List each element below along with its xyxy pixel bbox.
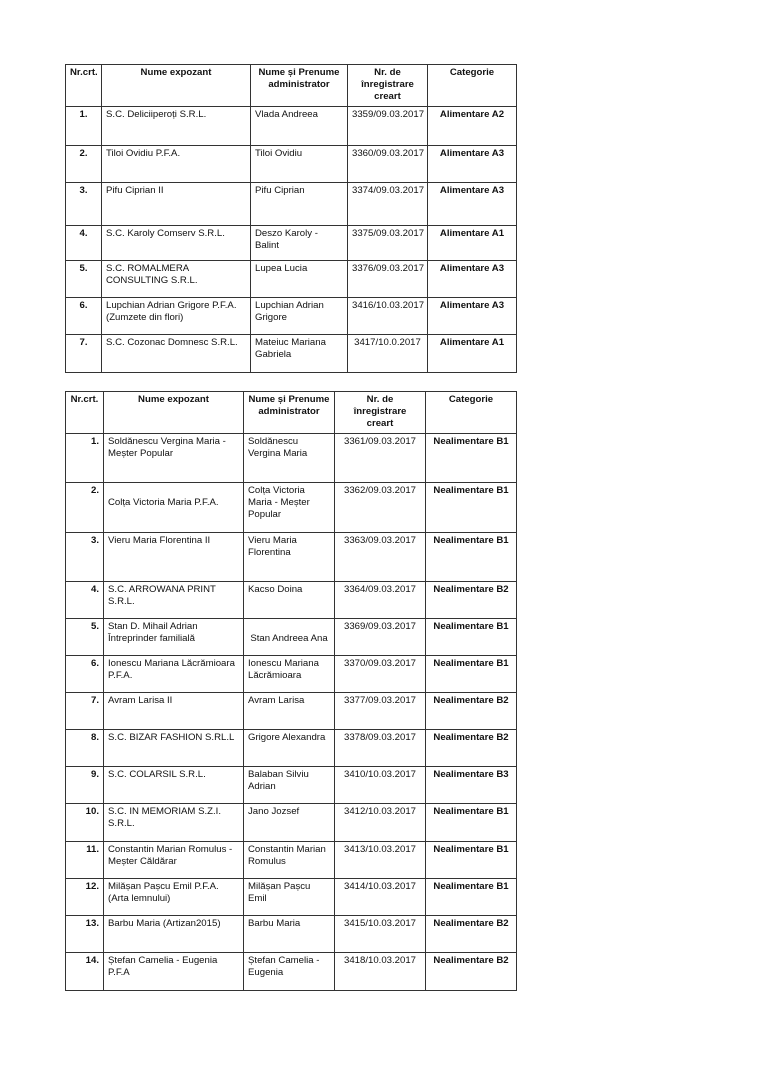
exhibitor-name: S.C. Karoly Comserv S.R.L. xyxy=(102,225,251,260)
administrator-name: Soldănescu Vergina Maria xyxy=(244,433,335,482)
exhibitor-name: Tiloi Ovidiu P.F.A. xyxy=(102,145,251,182)
row-number: 2. xyxy=(66,482,104,532)
row-number: 4. xyxy=(66,581,104,618)
category: Nealimentare B2 xyxy=(426,581,517,618)
category: Nealimentare B3 xyxy=(426,766,517,803)
exhibitor-name: Stan D. Mihail Adrian Întreprinder familială xyxy=(104,618,244,655)
category: Nealimentare B2 xyxy=(426,729,517,766)
row-number: 12. xyxy=(66,878,104,915)
header-category: Categorie xyxy=(428,65,517,107)
category: Nealimentare B2 xyxy=(426,692,517,729)
registration-number: 3360/09.03.2017 xyxy=(348,145,428,182)
header-exhibitor: Nume expozant xyxy=(104,392,244,434)
alimentare-exhibitors-table xyxy=(65,64,517,373)
table-row xyxy=(66,106,517,145)
row-number: 1. xyxy=(66,106,102,145)
category: Nealimentare B1 xyxy=(426,803,517,841)
registration-number: 3363/09.03.2017 xyxy=(335,532,426,581)
administrator-name: Balaban Silviu Adrian xyxy=(244,766,335,803)
category: Nealimentare B1 xyxy=(426,532,517,581)
header-nr: Nr.crt. xyxy=(66,65,102,107)
administrator-name: Stan Andreea Ana xyxy=(244,618,335,655)
category: Alimentare A3 xyxy=(428,182,517,225)
registration-number: 3377/09.03.2017 xyxy=(335,692,426,729)
exhibitor-name: Milășan Pașcu Emil P.F.A. (Arta lemnului) xyxy=(104,878,244,915)
table-row xyxy=(66,655,517,692)
exhibitor-name: S.C. COLARSIL S.R.L. xyxy=(104,766,244,803)
row-number: 7. xyxy=(66,692,104,729)
registration-number: 3378/09.03.2017 xyxy=(335,729,426,766)
row-number: 4. xyxy=(66,225,102,260)
table-row xyxy=(66,260,517,297)
table-row xyxy=(66,482,517,532)
row-number: 7. xyxy=(66,334,102,372)
category: Nealimentare B1 xyxy=(426,878,517,915)
exhibitor-name: Pifu Ciprian II xyxy=(102,182,251,225)
exhibitor-name: Vieru Maria Florentina II xyxy=(104,532,244,581)
header-exhibitor: Nume expozant xyxy=(102,65,251,107)
table-row xyxy=(66,803,517,841)
table-row xyxy=(66,692,517,729)
registration-number: 3418/10.03.2017 xyxy=(335,952,426,990)
registration-number: 3359/09.03.2017 xyxy=(348,106,428,145)
registration-number: 3361/09.03.2017 xyxy=(335,433,426,482)
row-number: 5. xyxy=(66,260,102,297)
exhibitor-name: S.C. BIZAR FASHION S.RL.L xyxy=(104,729,244,766)
registration-number: 3376/09.03.2017 xyxy=(348,260,428,297)
registration-number: 3370/09.03.2017 xyxy=(335,655,426,692)
row-number: 8. xyxy=(66,729,104,766)
administrator-name: Mateiuc Mariana Gabriela xyxy=(251,334,348,372)
row-number: 1. xyxy=(66,433,104,482)
category: Nealimentare B2 xyxy=(426,915,517,952)
row-number: 3. xyxy=(66,182,102,225)
table-row xyxy=(66,145,517,182)
exhibitor-name: S.C. ROMALMERA CONSULTING S.R.L. xyxy=(102,260,251,297)
administrator-name: Milășan Pașcu Emil xyxy=(244,878,335,915)
administrator-name: Avram Larisa xyxy=(244,692,335,729)
exhibitor-name: Barbu Maria (Artizan2015) xyxy=(104,915,244,952)
header-registration: Nr. de înregistrare creart xyxy=(335,392,426,434)
category: Alimentare A3 xyxy=(428,297,517,334)
table-row xyxy=(66,225,517,260)
row-number: 11. xyxy=(66,841,104,878)
row-number: 13. xyxy=(66,915,104,952)
row-number: 10. xyxy=(66,803,104,841)
table-row xyxy=(66,841,517,878)
administrator-name: Jano Jozsef xyxy=(244,803,335,841)
administrator-name: Tiloi Ovidiu xyxy=(251,145,348,182)
registration-number: 3369/09.03.2017 xyxy=(335,618,426,655)
administrator-name: Constantin Marian Romulus xyxy=(244,841,335,878)
registration-number: 3412/10.03.2017 xyxy=(335,803,426,841)
administrator-name: Vieru Maria Florentina xyxy=(244,532,335,581)
category: Alimentare A1 xyxy=(428,225,517,260)
registration-number: 3414/10.03.2017 xyxy=(335,878,426,915)
table-header-row xyxy=(66,392,517,434)
category: Nealimentare B1 xyxy=(426,482,517,532)
table-row xyxy=(66,618,517,655)
category: Alimentare A3 xyxy=(428,260,517,297)
administrator-name: Kacso Doina xyxy=(244,581,335,618)
table-row xyxy=(66,766,517,803)
category: Nealimentare B1 xyxy=(426,618,517,655)
table-row xyxy=(66,532,517,581)
nealimentare-exhibitors-table xyxy=(65,391,517,991)
table-row xyxy=(66,334,517,372)
registration-number: 3413/10.03.2017 xyxy=(335,841,426,878)
administrator-name: Ionescu Mariana Lăcrămioara xyxy=(244,655,335,692)
registration-number: 3362/09.03.2017 xyxy=(335,482,426,532)
administrator-name: Colța Victoria Maria - Meșter Popular xyxy=(244,482,335,532)
category: Nealimentare B1 xyxy=(426,655,517,692)
exhibitor-name: Ștefan Camelia - Eugenia P.F.A xyxy=(104,952,244,990)
row-number: 6. xyxy=(66,655,104,692)
exhibitor-name: Constantin Marian Romulus - Meșter Căldărar xyxy=(104,841,244,878)
administrator-name: Deszo Karoly - Balint xyxy=(251,225,348,260)
category: Nealimentare B1 xyxy=(426,433,517,482)
exhibitor-name: S.C. Deliciiperoți S.R.L. xyxy=(102,106,251,145)
table-row xyxy=(66,182,517,225)
table-row xyxy=(66,952,517,990)
registration-number: 3375/09.03.2017 xyxy=(348,225,428,260)
registration-number: 3416/10.03.2017 xyxy=(348,297,428,334)
exhibitor-name: Colța Victoria Maria P.F.A. xyxy=(104,482,244,532)
row-number: 9. xyxy=(66,766,104,803)
category: Nealimentare B2 xyxy=(426,952,517,990)
table-row xyxy=(66,915,517,952)
administrator-name: Barbu Maria xyxy=(244,915,335,952)
header-category: Categorie xyxy=(426,392,517,434)
category: Alimentare A3 xyxy=(428,145,517,182)
exhibitor-name: Soldănescu Vergina Maria - Meșter Popular xyxy=(104,433,244,482)
row-number: 14. xyxy=(66,952,104,990)
header-registration: Nr. de înregistrare creart xyxy=(348,65,428,107)
exhibitor-name: Lupchian Adrian Grigore P.F.A. (Zumzete din flori) xyxy=(102,297,251,334)
table-row xyxy=(66,297,517,334)
category: Alimentare A1 xyxy=(428,334,517,372)
category: Alimentare A2 xyxy=(428,106,517,145)
registration-number: 3417/10.0.2017 xyxy=(348,334,428,372)
table-row xyxy=(66,433,517,482)
header-nr: Nr.crt. xyxy=(66,392,104,434)
exhibitor-name: Avram Larisa II xyxy=(104,692,244,729)
header-administrator: Nume și Prenume administrator xyxy=(251,65,348,107)
row-number: 5. xyxy=(66,618,104,655)
row-number: 3. xyxy=(66,532,104,581)
row-number: 2. xyxy=(66,145,102,182)
administrator-name: Grigore Alexandra xyxy=(244,729,335,766)
administrator-name: Lupchian Adrian Grigore xyxy=(251,297,348,334)
category: Nealimentare B1 xyxy=(426,841,517,878)
registration-number: 3364/09.03.2017 xyxy=(335,581,426,618)
exhibitor-name: Ionescu Mariana Lăcrămioara P.F.A. xyxy=(104,655,244,692)
row-number: 6. xyxy=(66,297,102,334)
registration-number: 3374/09.03.2017 xyxy=(348,182,428,225)
administrator-name: Pifu Ciprian xyxy=(251,182,348,225)
registration-number: 3415/10.03.2017 xyxy=(335,915,426,952)
header-administrator: Nume și Prenume administrator xyxy=(244,392,335,434)
table-row xyxy=(66,878,517,915)
table-row xyxy=(66,581,517,618)
administrator-name: Vlada Andreea xyxy=(251,106,348,145)
registration-number: 3410/10.03.2017 xyxy=(335,766,426,803)
table-row xyxy=(66,729,517,766)
administrator-name: Ștefan Camelia - Eugenia xyxy=(244,952,335,990)
exhibitor-name: S.C. IN MEMORIAM S.Z.I. S.R.L. xyxy=(104,803,244,841)
table-header-row xyxy=(66,65,517,107)
exhibitor-name: S.C. ARROWANA PRINT S.R.L. xyxy=(104,581,244,618)
administrator-name: Lupea Lucia xyxy=(251,260,348,297)
exhibitor-name: S.C. Cozonac Domnesc S.R.L. xyxy=(102,334,251,372)
